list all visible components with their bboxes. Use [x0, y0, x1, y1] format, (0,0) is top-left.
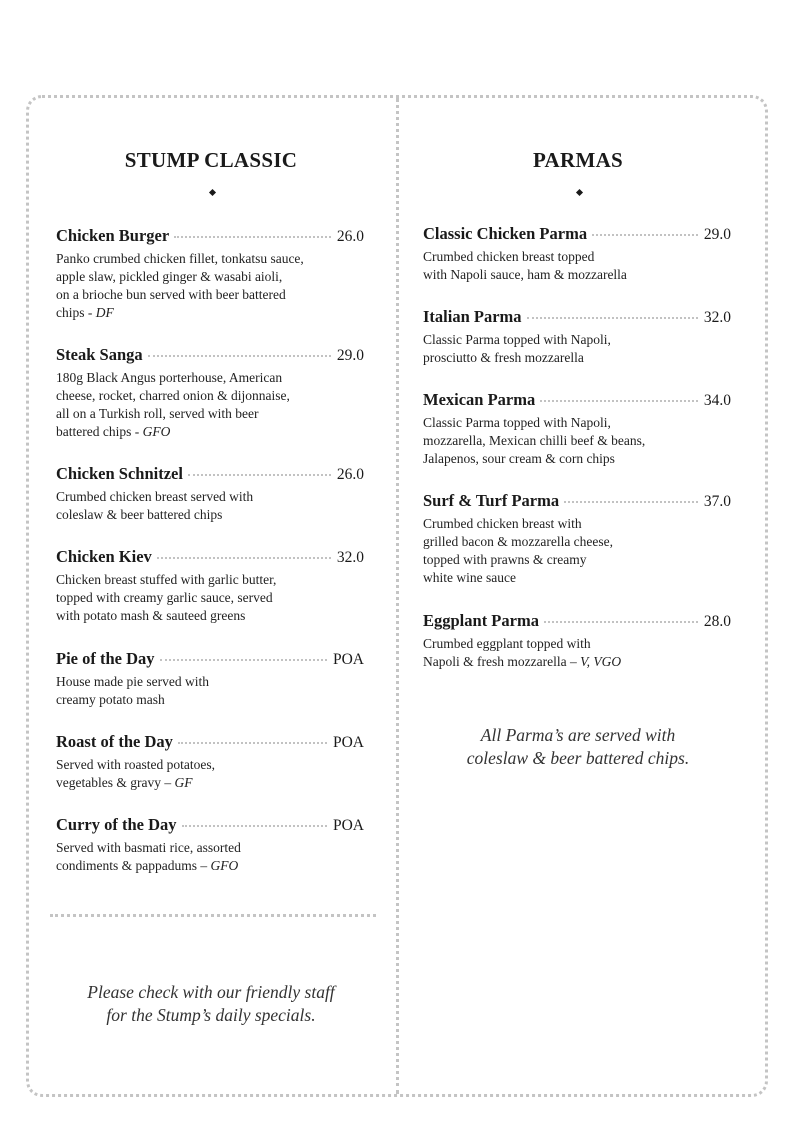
menu-item	[423, 390, 731, 468]
item-name: Surf & Turf Parma	[423, 491, 560, 510]
item-name: Pie of the Day	[56, 649, 155, 668]
item-name: Eggplant Parma	[423, 611, 539, 630]
parma-serving-note: All Parma’s are served with coleslaw & beer battered chips.	[466, 725, 690, 768]
daily-specials-note: Please check with our friendly staff for the Stump’s daily specials.	[87, 982, 335, 1025]
dot-leader	[544, 621, 698, 623]
dot-leader	[527, 317, 698, 319]
menu-item	[56, 547, 364, 625]
column-divider	[396, 98, 399, 1094]
item-description: Crumbed chicken breast topped with Napoli sauce, ham & mozzarella	[423, 249, 627, 282]
item-description: Chicken breast stuffed with garlic butter, topped with creamy garlic sauce, served with potato mash & sauteed greens	[56, 572, 277, 623]
item-description: Panko crumbed chicken fillet, tonkatsu sauce, apple slaw, pickled ginger & wasabi aioli, on a brioche bun served with beer battered chips - DF	[56, 251, 304, 320]
item-name: Mexican Parma	[423, 390, 536, 409]
menu-item	[56, 464, 364, 524]
item-price: 29.0	[703, 226, 731, 243]
menu-item	[56, 732, 364, 792]
item-name: Chicken Burger	[56, 226, 170, 245]
dietary-tag: V, VGO	[580, 654, 622, 669]
menu-item	[423, 491, 731, 587]
dot-leader	[188, 474, 331, 476]
item-name: Classic Chicken Parma	[423, 224, 588, 243]
menu-item	[56, 649, 364, 709]
menu-item	[423, 307, 731, 367]
dot-leader	[592, 234, 698, 236]
dietary-tag: GF	[174, 775, 193, 790]
dot-leader	[178, 742, 327, 744]
item-description: Classic Parma topped with Napoli, mozzarella, Mexican chilli beef & beans, Jalapenos, sour cream & corn chips	[423, 415, 646, 466]
dietary-tag: GFO	[142, 424, 171, 439]
stump-classic-title: STUMP CLASSIC	[124, 148, 298, 172]
item-price: 29.0	[336, 347, 364, 364]
dietary-tag: DF	[95, 305, 114, 320]
menu-item	[56, 345, 364, 441]
item-price: 37.0	[703, 493, 731, 510]
item-price: 34.0	[703, 392, 731, 409]
item-price: 32.0	[336, 549, 364, 566]
item-price: POA	[332, 651, 364, 668]
item-name: Chicken Kiev	[56, 547, 152, 566]
item-name: Steak Sanga	[56, 345, 143, 364]
item-name: Italian Parma	[423, 307, 522, 326]
item-price: 26.0	[336, 228, 364, 245]
dot-leader	[182, 825, 327, 827]
item-name: Curry of the Day	[56, 815, 177, 834]
menu-item	[56, 815, 364, 875]
section-divider	[50, 914, 376, 917]
item-name: Roast of the Day	[56, 732, 173, 751]
menu-item	[56, 226, 364, 322]
menu-item	[423, 611, 731, 671]
dot-leader	[157, 557, 331, 559]
item-description: 180g Black Angus porterhouse, American cheese, rocket, charred onion & dijonnaise, all on a Turkish roll, served with beer battered chips - GFO	[56, 370, 290, 439]
dot-leader	[148, 355, 331, 357]
dietary-tag: GFO	[210, 858, 239, 873]
parmas-title: PARMAS	[532, 148, 624, 172]
item-description: Served with basmati rice, assorted condiments & pappadums – GFO	[56, 840, 241, 873]
item-description: Classic Parma topped with Napoli, prosciutto & fresh mozzarella	[423, 332, 611, 365]
item-description: Crumbed eggplant topped with Napoli & fresh mozzarella – V, VGO	[423, 636, 622, 669]
dot-leader	[174, 236, 331, 238]
dot-leader	[540, 400, 698, 402]
dot-leader	[160, 659, 327, 661]
item-price: 28.0	[703, 613, 731, 630]
item-description: Crumbed chicken breast with grilled bacon & mozzarella cheese, topped with prawns & creamy white wine sauce	[423, 516, 614, 585]
item-description: House made pie served with creamy potato mash	[56, 674, 209, 707]
item-price: POA	[332, 817, 364, 834]
item-price: 26.0	[336, 466, 364, 483]
item-description: Crumbed chicken breast served with coleslaw & beer battered chips	[56, 489, 254, 522]
item-price: POA	[332, 734, 364, 751]
item-description: Served with roasted potatoes, vegetables & gravy – GF	[56, 757, 215, 790]
item-price: 32.0	[703, 309, 731, 326]
item-name: Chicken Schnitzel	[56, 464, 183, 483]
menu-item	[423, 224, 731, 284]
dot-leader	[564, 501, 698, 503]
